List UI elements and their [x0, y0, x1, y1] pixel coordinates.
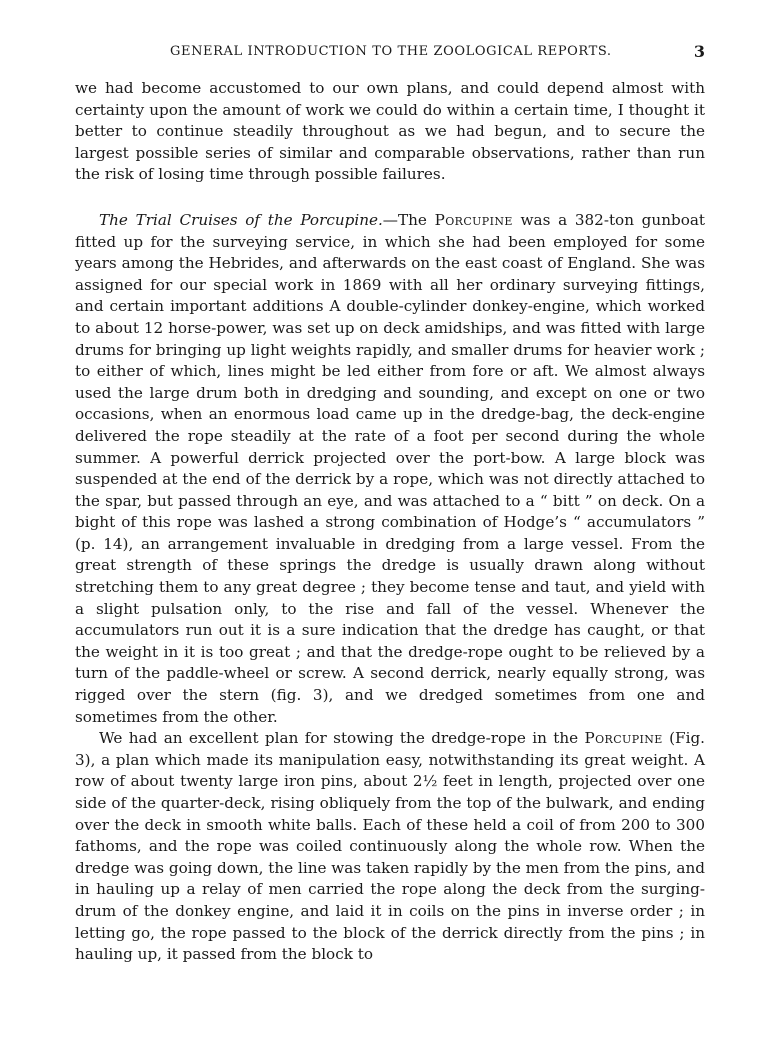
heading-dash: —The [382, 210, 435, 229]
page-header [75, 44, 705, 64]
section-heading: The Trial Cruises of the Porcupine. [99, 210, 383, 229]
ship-name: Porcupine [584, 729, 663, 748]
ship-name: Porcupine [434, 210, 513, 229]
body-text [75, 78, 705, 966]
running-head: GENERAL INTRODUCTION TO THE ZOOLOGICAL REPORTS. [170, 44, 612, 59]
paragraph-3-start: We had an excellent plan for stowing the dredge-rope in the [99, 729, 585, 748]
paragraph-3-text: (Fig. 3), a plan which made its manipulation easy, notwithstanding its great weight. A row of about twenty large iron pins, about 2½ feet in length, projected over one side of the quarter-deck, rising obliquely from the top of the bulwark, and ending over the deck in smooth white balls. Each of these held a coil of from 200 to 300 fathoms, and the rope was coiled continuously along the whole row. When the dredge was going down, the line was taken rapidly by the men from the pins, and in hauling up a relay of men carried the rope along the deck from the surging-drum of the donkey engine, and laid it in coils on the pins in inverse order ; in letting go, the rope passed to the block of the derrick directly from the pins ; in hauling up, it passed from the block to [75, 729, 705, 964]
paragraph-2 [75, 210, 705, 728]
paragraph-1: we had become accustomed to our own plans, and could depend almost with certainty upon the amount of work we could do within a certain time, I thought it better to continue steadily throughout as we had begun, and to secure the largest possible series of similar and comparable observations, rather than run the risk of losing time through possible failures. [75, 79, 705, 184]
paragraph-2-text: was a 382-ton gunboat fitted up for the surveying service, in which she had been employed for some years among the Hebrides, and afterwards on the east coast of England. She was assigned for our special work in 1869 with all her ordinary surveying fittings, and certain important additions A double-cylinder donkey-engine, which worked to about 12 horse-power, was set up on deck amidships, and was fitted with large drums for bringing up light weights rapidly, and smaller drums for heavier work ; to either of which, lines might be led either from fore or aft. We almost always used the large drum both in dredging and sounding, and except on one or two occasions, when an enormous load came up in the dredge-bag, the deck-engine delivered the rope steadily at the rate of a foot per second during the whole summer. A powerful derrick projected over the port-bow. A large block was suspended at the end of the derrick by a rope, which was not directly attached to the spar, but passed through an eye, and was attached to a “ bitt ” on deck. On a bight of this rope was lashed a strong combination of Hodge’s “ accumulators ” (p. 14), an arrangement invaluable in dredging from a large vessel. From the great strength of these springs the dredge is usually drawn along without stretching them to any great degree ; they become tense and taut, and yield with a slight pulsation only, to the rise and fall of the vessel. Whenever the accumulators run out it is a sure indication that the dredge has caught, or that the weight in it is too great ; and that the dredge-rope ought to be relieved by a turn of the paddle-wheel or screw. A second derrick, nearly equally strong, was rigged over the stern (fig. 3), and we dredged sometimes from one and sometimes from the other. [75, 210, 705, 726]
paragraph-3 [75, 728, 705, 966]
page-number: 3 [693, 42, 705, 61]
